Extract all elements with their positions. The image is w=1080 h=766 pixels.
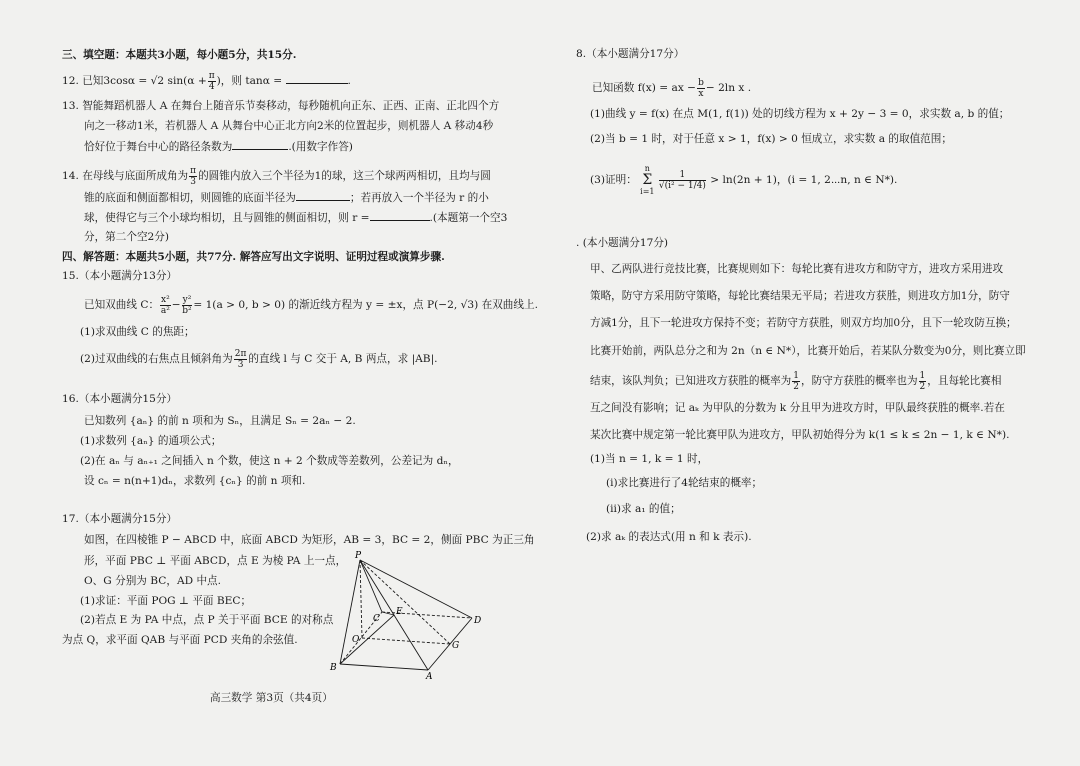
question-19-part1: (1)当 n = 1, k = 1 时， (590, 453, 709, 465)
point-label-G: G (452, 641, 460, 651)
question-17-part1: (1)求证：平面 POG ⊥ 平面 BEC； (80, 595, 252, 607)
answer-blank (232, 139, 288, 150)
question-15-part1: (1)求双曲线 C 的焦距； (80, 326, 195, 338)
vertex-label-D: D (474, 616, 482, 626)
answer-blank (286, 73, 348, 84)
question-17-heading: 17.（本小题满分15分） (62, 513, 178, 525)
question-15-heading: 15.（本小题满分13分） (62, 270, 178, 282)
section4-heading: 四、解答题：本题共5小题，共77分. 解答应写出文字说明、证明过程或演算步骤. (62, 251, 445, 263)
question-17-line3: O、G 分别为 BC，AD 中点. (84, 575, 222, 587)
question-16-heading: 16.（本小题满分15分） (62, 393, 178, 405)
question-19-part1-ii: (ii)求 a₁ 的值； (606, 503, 681, 515)
vertex-label-A: A (426, 672, 433, 680)
question-13-line3: 恰好位于舞台中心的路径条数为 .(用数字作答) (84, 141, 353, 153)
question-17-part2: (2)若点 E 为 PA 中点，点 P 关于平面 BCE 的对称点 (80, 614, 334, 626)
question-13-line1: 13. 智能舞蹈机器人 A 在舞台上随音乐节奏移动，每秒随机向正东、正西、正南、正北四个方 (62, 100, 500, 112)
question-17-part3: 为点 Q，求平面 QAB 与平面 PCD 夹角的余弦值. (62, 634, 298, 646)
vertex-label-B: B (330, 663, 337, 673)
question-17-line2: 形，平面 PBC ⊥ 平面 ABCD，点 E 为棱 PA 上一点， (84, 555, 347, 567)
point-label-E: E (396, 607, 403, 617)
question-13-line2: 向之一移动1米，若机器人 A 从舞台中心正北方向2米的位置起步，则机器人 A 移动4秒 (84, 120, 494, 132)
question-16-part2: (2)在 aₙ 与 aₙ₊₁ 之间插入 n 个数，使这 n + 2 个数成等差数列，公差记为 dₙ， (80, 455, 459, 467)
question-19-line2: 策略，防守方采用防守策略，每轮比赛结果无平局；若进攻方获胜，则进攻方加1分，防守 (590, 290, 1010, 302)
question-15-line1: 已知双曲线 C： $\frac{\text{x²}}{\text{a²}}$ − $\frac{\text{y²}}{\text{b²}}$ = 1(a > 0, b > 0) 的渐近线方程为 y = ±x，点 P(−2, √3) 在双曲线上. (84, 294, 538, 316)
question-14-line4: 分，第二个空2分) (84, 231, 170, 243)
question-18-part1: (1)曲线 y = f(x) 在点 M(1, f(1)) 处的切线方程为 x + 2y − 3 = 0，求实数 a, b 的值； (590, 108, 1010, 120)
question-18-part3: (3)证明： n Σ i=1 $\frac{1}{\text{√(i² − 1/4)}}$ > ln(2n + 1)，(i = 1, 2⋯n, n ∈ N*). (590, 164, 898, 196)
question-16-part3: 设 cₙ = n(n+1)dₙ，求数列 {cₙ} 的前 n 项和. (84, 475, 306, 487)
answer-blank (296, 190, 350, 201)
question-14-line3: 球，使得它与三个小球均相切，且与圆锥的侧面相切，则 r = .(本题第一个空3 (84, 212, 508, 224)
point-label-O: O (352, 635, 360, 645)
question-17-line1: 如图，在四棱锥 P − ABCD 中，底面 ABCD 为矩形，AB = 3，BC = 2，侧面 PBC 为正三角 (84, 534, 535, 546)
question-18-function: 已知函数 f(x) = ax − $\frac{b}{x}$ − 2ln x . (592, 77, 752, 99)
question-19-line1: 甲、乙两队进行竞技比赛，比赛规则如下：每轮比赛有进攻方和防守方，进攻方采用进攻 (590, 263, 1004, 275)
question-14-line2: 锥的底面和侧面都相切，则圆锥的底面半径为 ；若再放入一个半径为 r 的小 (84, 192, 489, 204)
question-19-heading: . (本小题满分17分) (576, 237, 669, 249)
question-19-line5: 结束，该队判负；已知进攻方获胜的概率为 $\frac{1}{2}$ ，防守方获胜的概率也为 $\frac{1}{2}$ ，且每轮比赛相 (590, 370, 1002, 392)
question-12: 12. 已知3cosα = √2 sin(α + $\frac{\pi}{4}$ )，则 tanα = . (62, 70, 351, 92)
question-19-part1-i: (i)求比赛进行了4轮结束的概率； (606, 477, 763, 489)
question-19-line3: 方减1分，且下一轮进攻方保持不变；若防守方获胜，则双方均加0分，且下一轮攻防互换； (590, 317, 1017, 329)
pyramid-figure (322, 548, 494, 680)
answer-blank (370, 210, 430, 221)
page-footer: 高三数学 第3页（共4页） (210, 692, 333, 704)
question-14-line1: 14. 在母线与底面所成角为 $\frac{\pi}{3}$ 的圆锥内放入三个半径为1的球，这三个球两两相切，且均与圆 (62, 165, 491, 187)
question-18-heading: 8.（本小题满分17分） (576, 48, 685, 60)
question-16-part1: (1)求数列 {aₙ} 的通项公式； (80, 435, 222, 447)
vertex-label-C: C (373, 614, 380, 624)
vertex-label-P: P (355, 551, 362, 561)
section3-heading: 三、填空题：本题共3小题，每小题5分，共15分. (62, 49, 297, 61)
question-19-line7: 某次比赛中规定第一轮比赛甲队为进攻方，甲队初始得分为 k(1 ≤ k ≤ 2n − 1, k ∈ N*). (590, 429, 1010, 441)
question-19-line4: 比赛开始前，两队总分之和为 2n（n ∈ N*），比赛开始后，若某队分数变为0分，则比赛立即 (590, 345, 1026, 357)
question-19-part2: (2)求 aₖ 的表达式(用 n 和 k 表示). (586, 531, 752, 543)
question-15-part2: (2)过双曲线的右焦点且倾斜角为 $\frac{2\pi}{3}$ 的直线 l 与 C 交于 A, B 两点，求 |AB|. (80, 348, 438, 370)
question-19-line6: 互之间没有影响；记 aₖ 为甲队的分数为 k 分且甲为进攻方时，甲队最终获胜的概率.若在 (590, 402, 1005, 414)
question-16-line1: 已知数列 {aₙ} 的前 n 项和为 Sₙ，且满足 Sₙ = 2aₙ − 2. (84, 415, 356, 427)
question-18-part2: (2)当 b = 1 时，对于任意 x > 1，f(x) > 0 恒成立，求实数 a 的取值范围； (590, 133, 952, 145)
